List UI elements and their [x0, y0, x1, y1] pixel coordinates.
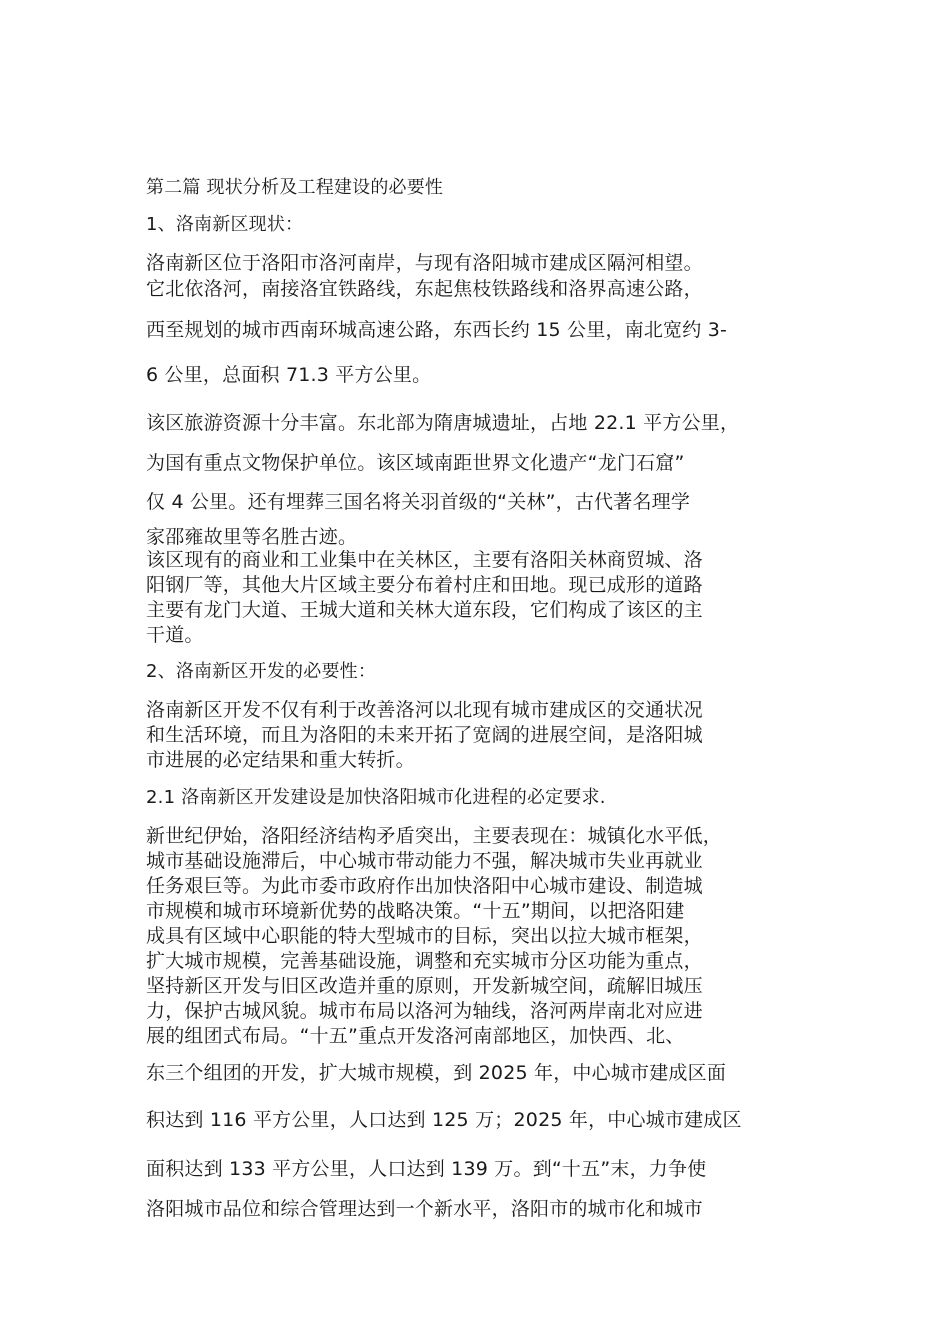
section-2-heading: 2、洛南新区开发的必要性：: [146, 661, 377, 682]
paragraph-line: 市规模和城市环境新优势的战略决策。“十五”期间，以把洛阳建: [146, 900, 685, 922]
paragraph-line: 新世纪伊始，洛阳经济结构矛盾突出，主要表现在：城镇化水平低，: [146, 825, 723, 847]
paragraph-line: 面积达到 133 平方公里，人口达到 139 万。到“十五”末，力争使: [146, 1158, 707, 1180]
paragraph-line: 仅 4 公里。还有埋葬三国名将关羽首级的“关林”，古代著名理学: [146, 491, 691, 513]
paragraph-line: 它北依洛河，南接洛宜铁路线，东起焦枝铁路线和洛界高速公路，: [146, 278, 703, 300]
paragraph-line: 干道。: [146, 624, 204, 646]
paragraph-line: 积达到 116 平方公里，人口达到 125 万；2025 年，中心城市建成区: [146, 1109, 742, 1131]
paragraph-line: 6 公里，总面积 71.3 平方公里。: [146, 364, 432, 386]
paragraph-line: 主要有龙门大道、王城大道和关林大道东段，它们构成了该区的主: [146, 599, 703, 621]
paragraph-line: 力，保护古城风貌。城市布局以洛河为轴线，洛河两岸南北对应进: [146, 1000, 703, 1022]
paragraph-line: 该区现有的商业和工业集中在关林区，主要有洛阳关林商贸城、洛: [146, 549, 703, 571]
paragraph-line: 和生活环境，而且为洛阳的未来开拓了宽阔的进展空间，是洛阳城: [146, 724, 703, 746]
paragraph-line: 西至规划的城市西南环城高速公路，东西长约 15 公里，南北宽约 3-: [146, 319, 728, 341]
paragraph-line: 该区旅游资源十分丰富。东北部为隋唐城遗址，占地 22.1 平方公里，: [146, 412, 740, 434]
paragraph-line: 为国有重点文物保护单位。该区域南距世界文化遗产“龙门石窟”: [146, 452, 685, 474]
paragraph-line: 坚持新区开发与旧区改造并重的原则，开发新城空间，疏解旧城压: [146, 975, 703, 997]
paragraph-line: 洛南新区开发不仅有利于改善洛河以北现有城市建成区的交通状况: [146, 699, 703, 721]
document-title: 第二篇 现状分析及工程建设的必要性: [146, 177, 444, 198]
paragraph-line: 阳钢厂等，其他大片区域主要分布着村庄和田地。现已成形的道路: [146, 574, 703, 596]
paragraph-line: 市进展的必定结果和重大转折。: [146, 749, 415, 771]
paragraph-line: 洛阳城市品位和综合管理达到一个新水平，洛阳市的城市化和城市: [146, 1198, 703, 1220]
paragraph-line: 成具有区域中心职能的特大型城市的目标，突出以拉大城市框架，: [146, 925, 703, 947]
paragraph-line: 东三个组团的开发，扩大城市规模，到 2025 年，中心城市建成区面: [146, 1062, 727, 1084]
paragraph-line: 任务艰巨等。为此市委市政府作出加快洛阳中心城市建设、制造城: [146, 875, 703, 897]
paragraph-line: 展的组团式布局。“十五”重点开发洛河南部地区，加快西、北、: [146, 1025, 685, 1047]
section-2-1-heading: 2.1 洛南新区开发建设是加快洛阳城市化进程的必定要求.: [146, 787, 606, 808]
paragraph-line: 洛南新区位于洛阳市洛河南岸，与现有洛阳城市建成区隔河相望。: [146, 252, 703, 274]
paragraph-line: 城市基础设施滞后，中心城市带动能力不强，解决城市失业再就业: [146, 850, 703, 872]
paragraph-line: 家邵雍故里等名胜古迹。: [146, 526, 358, 548]
paragraph-line: 扩大城市规模，完善基础设施，调整和充实城市分区功能为重点，: [146, 950, 703, 972]
section-1-heading: 1、洛南新区现状：: [146, 214, 304, 235]
